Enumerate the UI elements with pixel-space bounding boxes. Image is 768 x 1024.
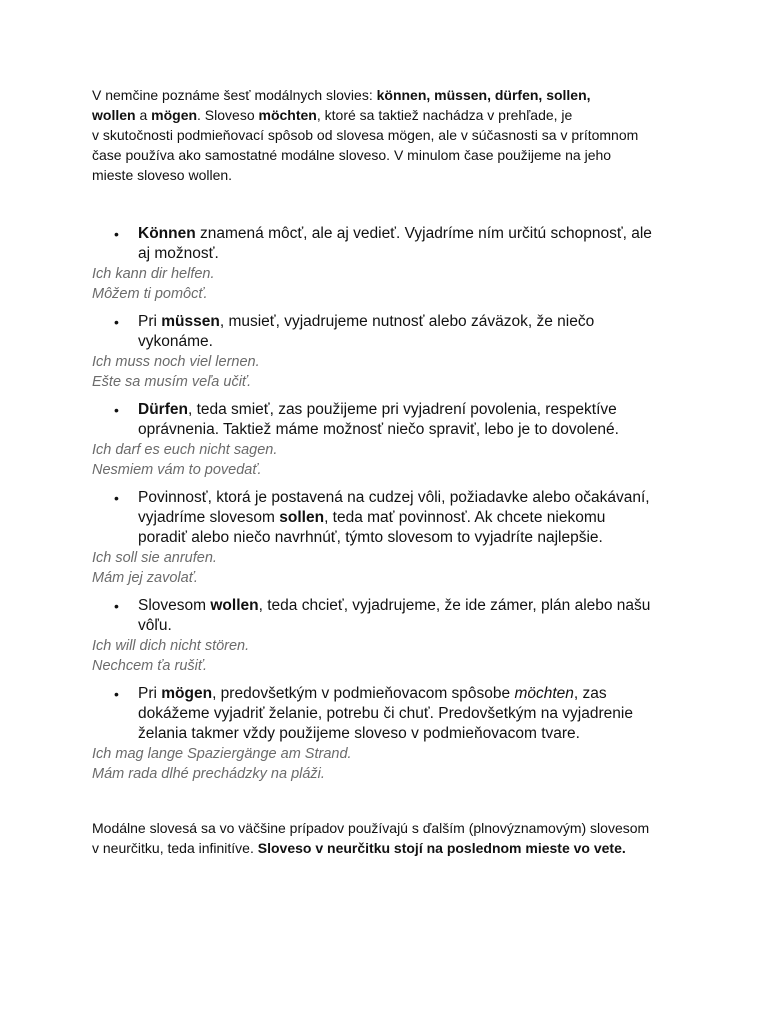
item-line (138, 224, 682, 244)
item-line: vôľu. (138, 617, 172, 634)
document-page (92, 85, 682, 858)
intro-bold-mochten: möchten (258, 107, 317, 123)
outro-line: Modálne slovesá sa vo väčšine prípadov používajú s ďalším (plnovýznamovým) slovesom (92, 820, 650, 836)
outro-paragraph (92, 818, 682, 858)
list-item-text (92, 312, 682, 352)
item-line (138, 508, 682, 528)
item-line: oprávnenia. Taktiež máme možnosť niečo spraviť, lebo je to dovolené. (138, 421, 619, 438)
bullet-icon: • (114, 490, 119, 506)
example-german: Ich darf es euch nicht sagen. (92, 442, 278, 458)
list-item-text (92, 488, 682, 548)
verb-italic: möchten (514, 685, 574, 702)
bullet-icon: • (114, 402, 119, 418)
list-item-wollen (92, 596, 682, 676)
intro-bold-wollen: wollen (92, 107, 136, 123)
intro-line: čase používa ako samostatné modálne sloveso. V minulom čase použijeme na jeho (92, 147, 612, 163)
modal-verbs-list (92, 224, 682, 784)
intro-line: v skutočnosti podmieňovací spôsob od slovesa mögen, ale v súčasnosti sa v prítomnom (92, 127, 639, 143)
list-item-text (92, 596, 682, 636)
example-slovak: Mám rada dlhé prechádzky na pláži. (92, 766, 325, 782)
item-line (138, 400, 682, 420)
example-german: Ich mag lange Spaziergänge am Strand. (92, 746, 352, 762)
example-slovak: Nechcem ťa rušiť. (92, 658, 208, 674)
example-slovak: Mám jej zavolať. (92, 570, 198, 586)
item-line (138, 596, 682, 616)
verb-bold: sollen (279, 509, 325, 526)
verb-bold: müssen (161, 313, 220, 330)
item-text: , teda chcieť, vyjadrujeme, že ide zámer, plán alebo našu (258, 597, 651, 614)
intro-bold-verbs: können, müssen, dürfen, sollen, (376, 87, 591, 103)
outro-bold-rule: Sloveso v neurčitku stojí na poslednom mieste vo vete. (257, 840, 626, 856)
list-item-text (92, 400, 682, 440)
bullet-icon: • (114, 226, 119, 242)
intro-paragraph (92, 85, 682, 185)
verb-bold: Dürfen (138, 401, 188, 418)
item-line: vykonáme. (138, 333, 213, 350)
bullet-icon: • (114, 686, 119, 702)
bullet-icon: • (114, 598, 119, 614)
example-german: Ich soll sie anrufen. (92, 550, 217, 566)
list-item-sollen (92, 488, 682, 588)
verb-bold: mögen (161, 685, 213, 702)
item-line: želania takmer vždy použijeme sloveso v podmieňovacom tvare. (138, 725, 580, 742)
intro-text: a (135, 107, 152, 123)
verb-bold: wollen (210, 597, 259, 614)
item-line (138, 684, 682, 704)
intro-line (92, 105, 682, 125)
list-item-mussen (92, 312, 682, 392)
verb-bold: Können (138, 225, 196, 242)
item-text: , teda mať povinnosť. Ak chcete niekomu (324, 509, 606, 526)
intro-line (92, 85, 682, 105)
intro-text: . Sloveso (197, 107, 259, 123)
intro-text: V nemčine poznáme šesť modálnych slovies: (92, 87, 377, 103)
example-slovak: Ešte sa musím veľa učiť. (92, 374, 252, 390)
outro-text: v neurčitku, teda infinitíve. (92, 840, 258, 856)
item-text: , zas (573, 685, 607, 702)
example-german: Ich will dich nicht stören. (92, 638, 250, 654)
example-german: Ich kann dir helfen. (92, 266, 215, 282)
item-line: poradiť alebo niečo navrhnúť, týmto slovesom to vyjadríte najlepšie. (138, 529, 603, 546)
item-text: , teda smieť, zas použijeme pri vyjadrení povolenia, respektíve (187, 401, 617, 418)
example-german: Ich muss noch viel lernen. (92, 354, 260, 370)
item-line: dokážeme vyjadriť želanie, potrebu či chuť. Predovšetkým na vyjadrenie (138, 705, 633, 722)
item-text: Pri (138, 685, 162, 702)
item-text: vyjadríme slovesom (138, 509, 280, 526)
example-slovak: Nesmiem vám to povedať. (92, 462, 262, 478)
intro-line: mieste sloveso wollen. (92, 167, 233, 183)
outro-line (92, 838, 682, 858)
intro-text: , ktoré sa taktiež nachádza v prehľade, je (316, 107, 573, 123)
item-text: znamená môcť, ale aj vedieť. Vyjadríme ním určitú schopnosť, ale (195, 225, 652, 242)
list-item-text (92, 684, 682, 744)
bullet-icon: • (114, 314, 119, 330)
example-slovak: Môžem ti pomôcť. (92, 286, 208, 302)
item-text: , predovšetkým v podmieňovacom spôsobe (212, 685, 515, 702)
item-text: Pri (138, 313, 162, 330)
list-item-text (92, 224, 682, 264)
intro-bold-mogen: mögen (151, 107, 198, 123)
item-text: Slovesom (138, 597, 211, 614)
item-text: , musieť, vyjadrujeme nutnosť alebo záväzok, že niečo (219, 313, 595, 330)
list-item-mogen (92, 684, 682, 784)
list-item-durfen (92, 400, 682, 480)
list-item-konnen (92, 224, 682, 304)
item-line (138, 312, 682, 332)
item-line: Povinnosť, ktorá je postavená na cudzej vôli, požiadavke alebo očakávaní, (138, 489, 650, 506)
item-line: aj možnosť. (138, 245, 219, 262)
